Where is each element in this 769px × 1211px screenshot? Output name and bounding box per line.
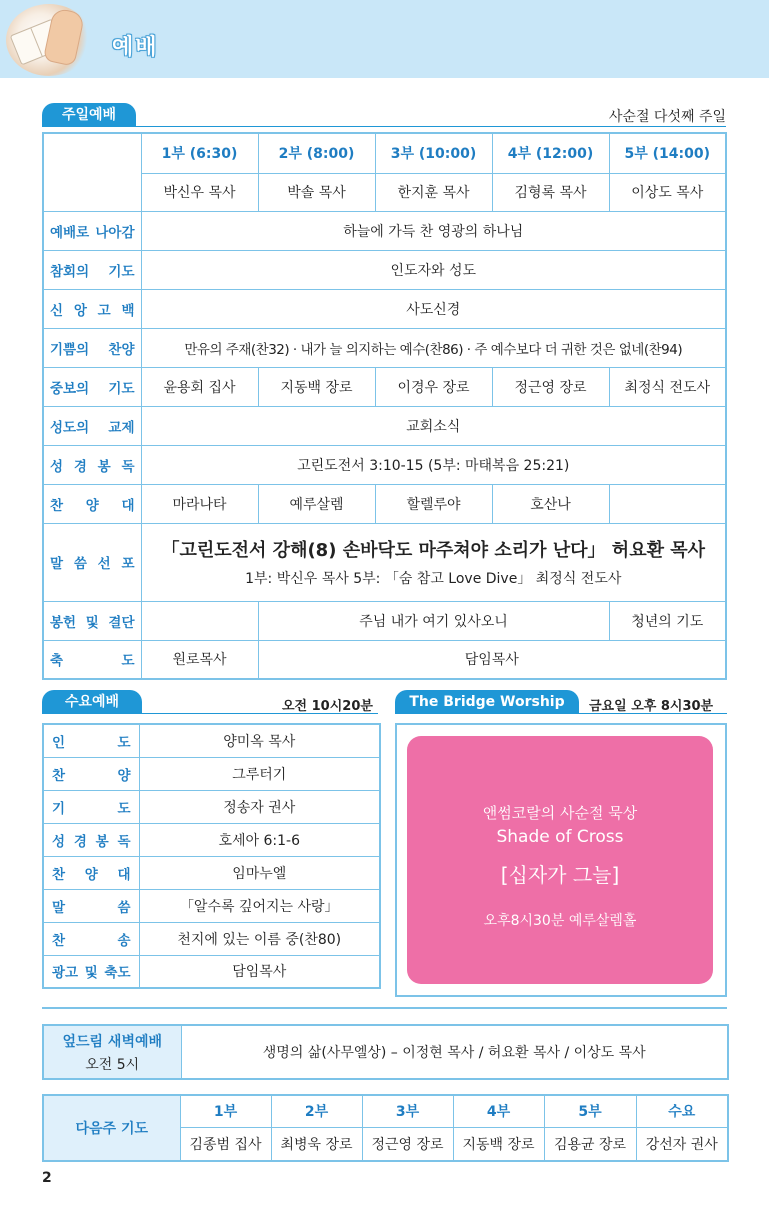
wednesday-row-label: 성 경 봉 독 [43,823,139,856]
sermon-sub: 1부: 박신우 목사 5부: 「숨 참고 Love Dive」 최정식 전도사 [245,571,622,587]
nextweek-label: 다음주 기도 [43,1095,180,1161]
row-label-praise: 기쁨의 찬양 [43,328,141,367]
dawn-table [42,1024,729,1080]
row-label-creed: 신 앙 고 백 [43,289,141,328]
row-value-sermon [141,523,726,601]
wednesday-row-label: 기 도 [43,790,139,823]
choir-5 [609,484,726,523]
nextweek-name: 강선자 권사 [636,1127,728,1161]
wednesday-row-label: 찬 송 [43,922,139,955]
service-1: 1부 (6:30) [141,133,258,173]
bridge-line2: Shade of Cross [496,827,624,847]
service-4: 4부 (12:00) [492,133,609,173]
bridge-line1: 앤썸코랄의 사순절 묵상 [482,804,638,822]
row-label-reading: 성 경 봉 독 [43,445,141,484]
minister-1: 박신우 목사 [141,173,258,211]
row-label-fellowship: 성도의 교제 [43,406,141,445]
service-2: 2부 (8:00) [258,133,375,173]
nextweek-col: 1부 [180,1095,271,1127]
wednesday-row-value: 천지에 있는 이름 중(찬80) [139,922,380,955]
row-value-reading: 고린도전서 3:10-15 (5부: 마태복음 25:21) [141,445,726,484]
wednesday-row-label: 인 도 [43,724,139,757]
dawn-label [43,1025,181,1079]
row-label-approach: 예배로 나아감 [43,211,141,250]
row-label-repent: 참회의 기도 [43,250,141,289]
bridge-card [407,736,713,984]
bridge-line4: 오후8시30분 예루살렘홀 [483,913,637,929]
wednesday-row-label: 광고 및 축도 [43,955,139,988]
intercession-1: 윤용회 집사 [141,367,258,406]
nextweek-col: 3부 [362,1095,453,1127]
wednesday-row [43,856,380,889]
dawn-label-time: 오전 5시 [85,1056,140,1073]
offering-empty [141,601,258,640]
row-label-benediction: 축 도 [43,640,141,679]
bridge-tab: The Bridge Worship [395,690,579,714]
sunday-tab-line [42,126,726,127]
choir-4: 호산나 [492,484,609,523]
row-label-choir: 찬 양 대 [43,484,141,523]
bridge-note: 금요일 오후 8시30분 [589,699,714,714]
choir-2: 예루살렘 [258,484,375,523]
wednesday-table [42,723,381,989]
section-divider [42,1007,727,1009]
wednesday-row [43,790,380,823]
nextweek-col: 5부 [544,1095,636,1127]
wednesday-row-label: 찬 양 대 [43,856,139,889]
wednesday-row-value: 호세아 6:1-6 [139,823,380,856]
row-value-creed: 사도신경 [141,289,726,328]
offering-last: 청년의 기도 [609,601,726,640]
sermon-title: 「고린도전서 강해(8) 손바닥도 마주쳐야 소리가 난다」 허요환 목사 [161,540,706,561]
wednesday-row-value: 「알수록 깊어지는 사랑」 [139,889,380,922]
nextweek-name: 지동백 장로 [453,1127,544,1161]
wednesday-row-value: 그루터기 [139,757,380,790]
nextweek-name: 김종범 집사 [180,1127,271,1161]
empty-corner [43,133,141,211]
row-value-praise: 만유의 주재(찬32) · 내가 늘 의지하는 예수(찬86) · 주 예수보다 더 귀한 것은 없네(찬94) [141,328,726,367]
benediction-first: 원로목사 [141,640,258,679]
wednesday-row-label: 찬 양 [43,757,139,790]
wednesday-row [43,724,380,757]
page-title: 예배 [112,35,159,60]
wednesday-row-value: 임마누엘 [139,856,380,889]
nextweek-name: 정근영 장로 [362,1127,453,1161]
wednesday-row-label: 말 씀 [43,889,139,922]
row-label-sermon: 말 씀 선 포 [43,523,141,601]
row-value-fellowship: 교회소식 [141,406,726,445]
row-value-repent: 인도자와 성도 [141,250,726,289]
wednesday-row-value: 담임목사 [139,955,380,988]
row-label-intercession: 중보의 기도 [43,367,141,406]
nextweek-col: 2부 [271,1095,362,1127]
minister-5: 이상도 목사 [609,173,726,211]
choir-3: 할렐루야 [375,484,492,523]
service-5: 5부 (14:00) [609,133,726,173]
wednesday-row-value: 정송자 권사 [139,790,380,823]
bridge-line3: [십자가 그늘] [500,863,620,887]
nextweek-name: 최병욱 장로 [271,1127,362,1161]
wednesday-row [43,757,380,790]
wednesday-row [43,955,380,988]
dawn-value: 생명의 삶(사무엘상) – 이정현 목사 / 허요환 목사 / 이상도 목사 [181,1025,728,1079]
row-label-offering: 봉헌 및 결단 [43,601,141,640]
intercession-4: 정근영 장로 [492,367,609,406]
sunday-note: 사순절 다섯째 주일 [608,109,726,125]
nextweek-table [42,1094,729,1162]
wednesday-row [43,922,380,955]
intercession-5: 최정식 전도사 [609,367,726,406]
wednesday-note: 오전 10시20분 [282,699,373,714]
minister-4: 김형록 목사 [492,173,609,211]
wednesday-row [43,889,380,922]
page-number: 2 [42,1170,52,1186]
service-3: 3부 (10:00) [375,133,492,173]
row-value-approach: 하늘에 가득 찬 영광의 하나님 [141,211,726,250]
nextweek-col: 4부 [453,1095,544,1127]
row-value-offering: 주님 내가 여기 있사오니 [258,601,609,640]
minister-2: 박솔 목사 [258,173,375,211]
row-value-benediction: 담임목사 [258,640,726,679]
sunday-table [42,132,727,680]
intercession-3: 이경우 장로 [375,367,492,406]
sunday-tab: 주일예배 [42,103,136,127]
wednesday-row-value: 양미옥 목사 [139,724,380,757]
wednesday-row [43,823,380,856]
choir-1: 마라나타 [141,484,258,523]
nextweek-col: 수요 [636,1095,728,1127]
dawn-label-title: 엎드림 새벽예배 [62,1033,163,1050]
intercession-2: 지동백 장로 [258,367,375,406]
wednesday-tab: 수요예배 [42,690,142,714]
minister-3: 한지훈 목사 [375,173,492,211]
nextweek-name: 김용균 장로 [544,1127,636,1161]
